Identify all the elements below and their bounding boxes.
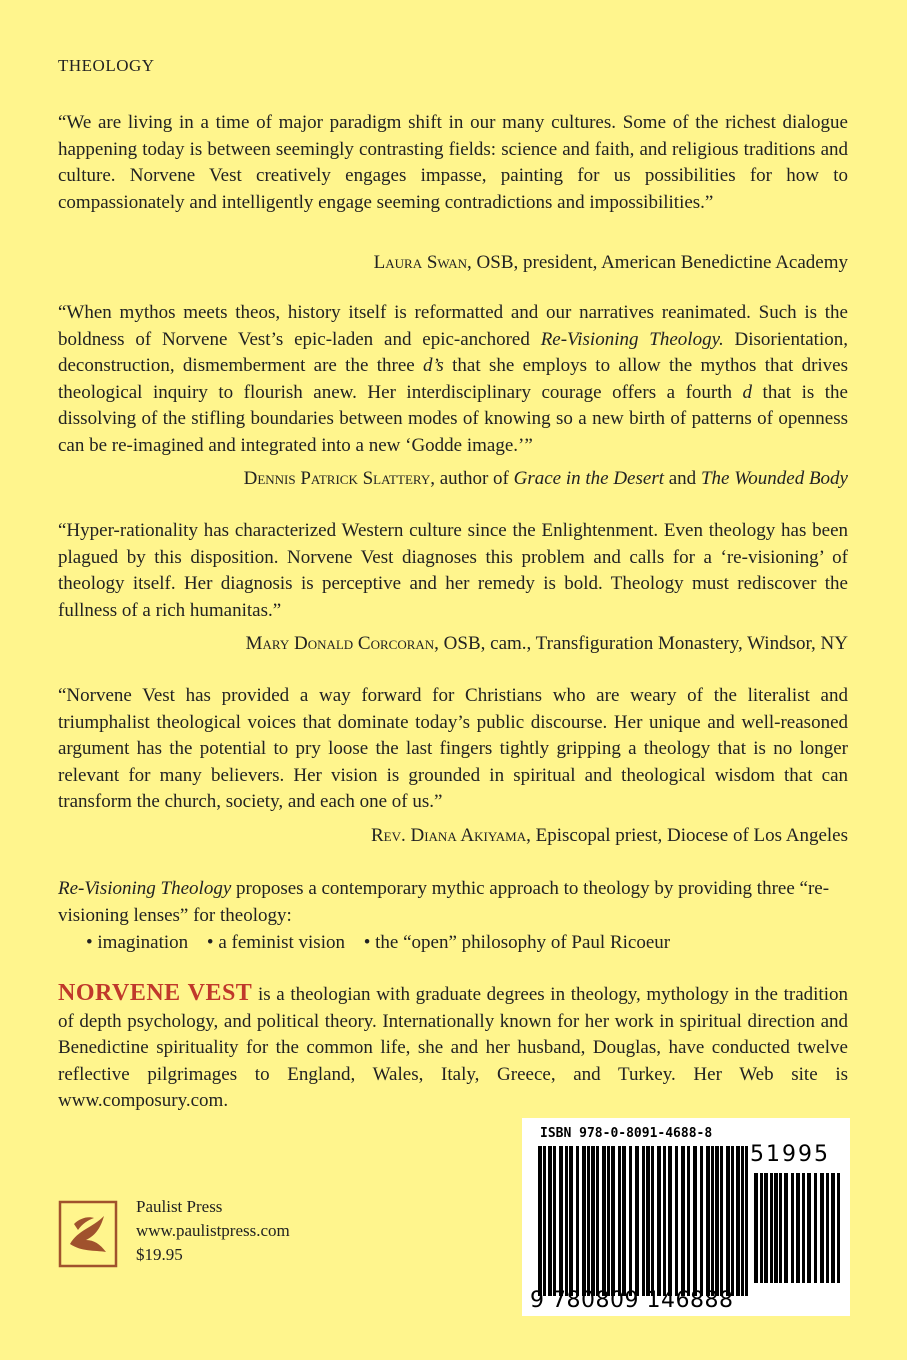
quote-3: “Hyper-rationality has characterized Western culture since the Enlightenment. Even theology has been plagued by this disposition. Norvene Vest diagnoses this problem and calls for a ‘re-visioning’ of theology itself. Her diagnosis is perceptive and her remedy is bold. Theology must rediscover the fullness of a rich humanitas.” bbox=[58, 520, 848, 621]
barcode-bar bbox=[668, 1146, 672, 1296]
quote-2-part: Disorientation, deconstruction, dismemberment are the three bbox=[58, 328, 848, 376]
barcode-bar bbox=[802, 1173, 805, 1283]
quote-2-book-title: Re-Visioning Theology. bbox=[540, 328, 724, 350]
barcode-bar bbox=[611, 1146, 615, 1296]
list-item bbox=[207, 932, 345, 953]
barcode-panel bbox=[522, 1118, 850, 1316]
barcode-bar bbox=[582, 1146, 586, 1296]
quote-4-attribution bbox=[371, 823, 848, 849]
barcode-bar bbox=[687, 1146, 690, 1296]
barcode-bar bbox=[731, 1146, 734, 1296]
barcode-bar bbox=[736, 1146, 740, 1296]
paulist-logo-icon bbox=[58, 1200, 118, 1268]
barcode-bar bbox=[791, 1173, 794, 1283]
barcode-bar bbox=[779, 1173, 782, 1283]
barcode-bar bbox=[831, 1173, 835, 1283]
barcode-bar bbox=[543, 1146, 546, 1296]
quote-2-italic: d’s bbox=[423, 355, 444, 376]
barcode-bar bbox=[635, 1146, 639, 1296]
barcode-bar bbox=[538, 1146, 542, 1296]
quote-1: “We are living in a time of major paradigm shift in our many cultures. Some of the richest dialogue happening today is between seemingly contrasting fields: science and faith, and religious traditions and culture. Norvene Vest creatively engages impasse, painting for us possibilities for how to compassionately and intelligently engage seeming contradictions and impossibilities.” bbox=[58, 112, 848, 213]
barcode-bar bbox=[663, 1146, 666, 1296]
price-code: 51995 bbox=[750, 1142, 830, 1167]
barcode-bar bbox=[553, 1146, 556, 1296]
quote-2-attribution bbox=[244, 466, 848, 492]
barcode-bar bbox=[596, 1146, 599, 1296]
list-item-label: imagination bbox=[97, 932, 189, 953]
attribution-book: The Wounded Body bbox=[700, 468, 848, 489]
barcode-bar bbox=[651, 1146, 654, 1296]
attribution-name: Mary Donald Corcoran bbox=[245, 633, 435, 654]
barcode-bar bbox=[770, 1173, 773, 1283]
barcode-bar bbox=[715, 1146, 719, 1296]
barcode-bar bbox=[587, 1146, 590, 1296]
barcode-bar bbox=[681, 1146, 685, 1296]
barcode-bar bbox=[693, 1146, 697, 1296]
barcode-bar bbox=[764, 1173, 768, 1283]
quote-2 bbox=[58, 300, 848, 459]
barcode-digits: 9 780809 146888 bbox=[530, 1288, 734, 1313]
lenses-text: proposes a contemporary mythic approach to theology by providing three “re-visioning lenses” for theology: bbox=[58, 878, 830, 926]
list-item-label: the “open” philosophy of Paul Ricoeur bbox=[375, 932, 671, 953]
attribution-detail: , OSB, cam., Transfiguration Monastery, Windsor, NY bbox=[434, 633, 848, 654]
barcode-bar bbox=[796, 1173, 800, 1283]
quote-2-italic: d bbox=[742, 381, 753, 403]
barcode-bar bbox=[784, 1173, 788, 1283]
quote-2-part: “When mythos meets theos, history itself is reformatted and our narratives reanimated. Such is the boldness of Norvene Vest’s epic-laden and epic-anchored bbox=[58, 302, 848, 350]
barcode-bar bbox=[826, 1173, 829, 1283]
bullet-icon: • bbox=[86, 932, 93, 953]
barcode-bar bbox=[565, 1146, 568, 1296]
barcode-bar bbox=[629, 1146, 632, 1296]
quote-2-part: that is the dissolving of the stifling boundaries between modes of knowing so a new birth of patterns of openness can be re-imagined and integrated into a new ‘Godde image.’” bbox=[58, 381, 848, 456]
barcode-bar bbox=[700, 1146, 703, 1296]
barcode-bar bbox=[711, 1146, 714, 1296]
attribution-name: Rev. Diana Akiyama bbox=[370, 825, 527, 846]
list-item-label: a feminist vision bbox=[218, 932, 345, 953]
attribution-name: Laura Swan bbox=[373, 252, 468, 273]
attribution-detail: and bbox=[664, 468, 701, 489]
publisher-name: Paulist Press bbox=[136, 1197, 223, 1216]
author-name: NORVENE VEST bbox=[58, 980, 253, 1006]
barcode-bar bbox=[559, 1146, 563, 1296]
author-bio bbox=[58, 980, 848, 1115]
barcode-bar bbox=[807, 1173, 811, 1283]
quote-2-part: that she employs to allow the mythos that drives theological inquiry to flourish anew. Her interdisciplinary courage offers a fourth bbox=[58, 355, 849, 403]
author-bio-text: is a theologian with graduate degrees in theology, mythology in the tradition of depth psychology, and political theory. Internationally known for her work in spiritual direction and Benedictine spirituality for the common life, she and her husband, Douglas, have conducted twelve reflective pilgrimages to England, Wales, Italy, Greece, and Turkey. Her Web site is www.composury.com. bbox=[58, 984, 848, 1111]
barcode-bar bbox=[774, 1173, 778, 1283]
isbn-label: ISBN 978-0-8091-4688-8 bbox=[540, 1126, 713, 1141]
barcode-bar bbox=[602, 1146, 606, 1296]
barcode-bar bbox=[720, 1146, 723, 1296]
list-item bbox=[86, 932, 188, 953]
barcode-bar bbox=[675, 1146, 678, 1296]
barcode-bar bbox=[576, 1146, 579, 1296]
barcode-bar bbox=[820, 1173, 824, 1283]
barcode-bar bbox=[569, 1146, 573, 1296]
barcode-bar bbox=[726, 1146, 730, 1296]
barcode-bar bbox=[618, 1146, 621, 1296]
barcode-bar bbox=[837, 1173, 840, 1283]
barcode-bar bbox=[548, 1146, 552, 1296]
book-title: Re-Visioning Theology bbox=[58, 878, 232, 899]
attribution-name: Dennis Patrick Slattery bbox=[243, 468, 431, 489]
barcode-bar bbox=[706, 1146, 710, 1296]
price-barcode-bars bbox=[754, 1173, 842, 1283]
barcode-bar bbox=[646, 1146, 650, 1296]
lenses-list bbox=[86, 932, 684, 954]
barcode-bars bbox=[538, 1146, 748, 1296]
bullet-icon: • bbox=[363, 932, 371, 953]
barcode-bar bbox=[622, 1146, 626, 1296]
attribution-book: Grace in the Desert bbox=[513, 468, 664, 489]
attribution-detail: , Episcopal priest, Diocese of Los Angeles bbox=[526, 825, 848, 846]
bullet-icon: • bbox=[206, 932, 214, 953]
barcode-bar bbox=[745, 1146, 748, 1296]
list-item bbox=[364, 932, 670, 953]
barcode-bar bbox=[642, 1146, 645, 1296]
barcode-bar bbox=[754, 1173, 758, 1283]
category-label: THEOLOGY bbox=[58, 56, 155, 75]
quote-1-attribution bbox=[374, 250, 848, 276]
barcode-bar bbox=[657, 1146, 661, 1296]
lenses-description bbox=[58, 876, 848, 929]
attribution-detail: , OSB, president, American Benedictine Academy bbox=[467, 252, 848, 273]
barcode-bar bbox=[591, 1146, 595, 1296]
attribution-detail: , author of bbox=[430, 468, 514, 489]
publisher-info bbox=[136, 1195, 290, 1267]
barcode-bar bbox=[814, 1173, 817, 1283]
book-price: $19.95 bbox=[136, 1245, 183, 1264]
barcode-bar bbox=[760, 1173, 763, 1283]
publisher-url[interactable]: www.paulistpress.com bbox=[136, 1221, 290, 1240]
quote-3-attribution bbox=[246, 631, 848, 657]
barcode-bar bbox=[741, 1146, 744, 1296]
quote-4: “Norvene Vest has provided a way forward for Christians who are weary of the literalist and triumphalist theological voices that dominate today’s public discourse. Her unique and well-reasoned argument has the potential to pry loose the last fingers tightly gripping a theology that is no longer relevant for many believers. Her vision is grounded in spiritual and theological wisdom that can transform the church, society, and each one of us.” bbox=[58, 685, 848, 812]
barcode-bar bbox=[607, 1146, 610, 1296]
